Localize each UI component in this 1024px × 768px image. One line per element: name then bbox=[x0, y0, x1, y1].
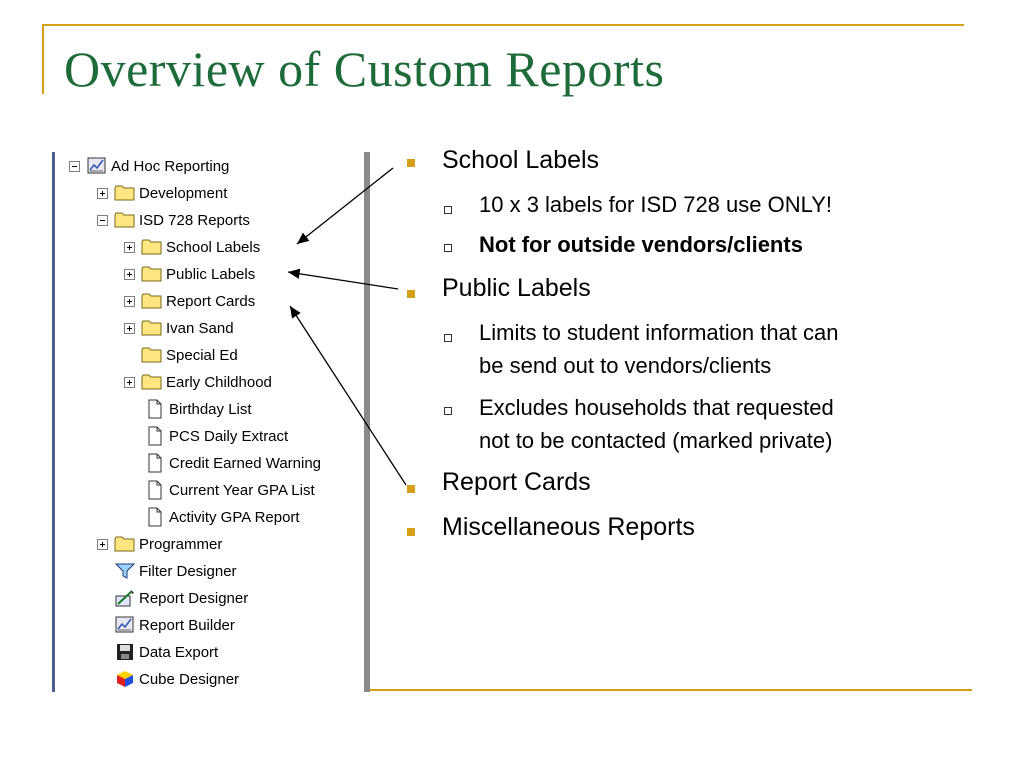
tree-label: PCS Daily Extract bbox=[169, 427, 289, 445]
tree-label: Ad Hoc Reporting bbox=[111, 157, 230, 175]
tree-label: Activity GPA Report bbox=[169, 508, 300, 526]
sub-bullet-public-2-line1: Excludes households that requested bbox=[479, 395, 834, 420]
bullet-public-labels: Public Labels bbox=[442, 274, 591, 302]
tree-label: Report Builder bbox=[139, 616, 235, 634]
bullet-school-labels: School Labels bbox=[442, 146, 600, 174]
bullet-square-icon bbox=[407, 290, 415, 298]
sub-bullet-square-icon bbox=[444, 244, 452, 252]
tree-label: Cube Designer bbox=[139, 670, 240, 688]
tree-label: Report Cards bbox=[166, 292, 256, 310]
tree-label: Credit Earned Warning bbox=[169, 454, 322, 472]
sub-bullet-public-2-line2: not to be contacted (marked private) bbox=[479, 428, 833, 453]
sub-bullet-public-1-line1: Limits to student information that can bbox=[479, 320, 839, 345]
arrow-public-labels bbox=[288, 272, 398, 289]
tree-label: Programmer bbox=[139, 535, 223, 553]
tree-label: Current Year GPA List bbox=[169, 481, 315, 499]
slide-title: Overview of Custom Reports bbox=[64, 41, 665, 97]
bullet-report-cards: Report Cards bbox=[442, 468, 591, 496]
arrow-report-cards bbox=[290, 306, 406, 485]
tree-label: Birthday List bbox=[169, 400, 252, 418]
bullet-square-icon bbox=[407, 528, 415, 536]
tree-label: Public Labels bbox=[166, 265, 256, 283]
tree-label: Early Childhood bbox=[166, 373, 272, 391]
tree-label: Development bbox=[139, 184, 228, 202]
tree-label: ISD 728 Reports bbox=[139, 211, 250, 229]
arrow-school-labels bbox=[297, 168, 393, 244]
sub-bullet-school-1: 10 x 3 labels for ISD 728 use ONLY! bbox=[479, 192, 832, 217]
tree-label: School Labels bbox=[166, 238, 261, 256]
bullet-square-icon bbox=[407, 159, 415, 167]
sub-bullet-school-2: Not for outside vendors/clients bbox=[479, 232, 803, 257]
tree-label: Ivan Sand bbox=[166, 319, 234, 337]
tree-label: Data Export bbox=[139, 643, 219, 661]
sub-bullet-square-icon bbox=[444, 206, 452, 214]
tree-label: Report Designer bbox=[139, 589, 249, 607]
bullet-misc-reports: Miscellaneous Reports bbox=[442, 513, 695, 541]
bullet-square-icon bbox=[407, 485, 415, 493]
sub-bullet-square-icon bbox=[444, 407, 452, 415]
sub-bullet-square-icon bbox=[444, 334, 452, 342]
tree-label: Special Ed bbox=[166, 346, 238, 364]
sub-bullet-public-1-line2: be send out to vendors/clients bbox=[479, 353, 772, 378]
tree-label: Filter Designer bbox=[139, 562, 237, 580]
